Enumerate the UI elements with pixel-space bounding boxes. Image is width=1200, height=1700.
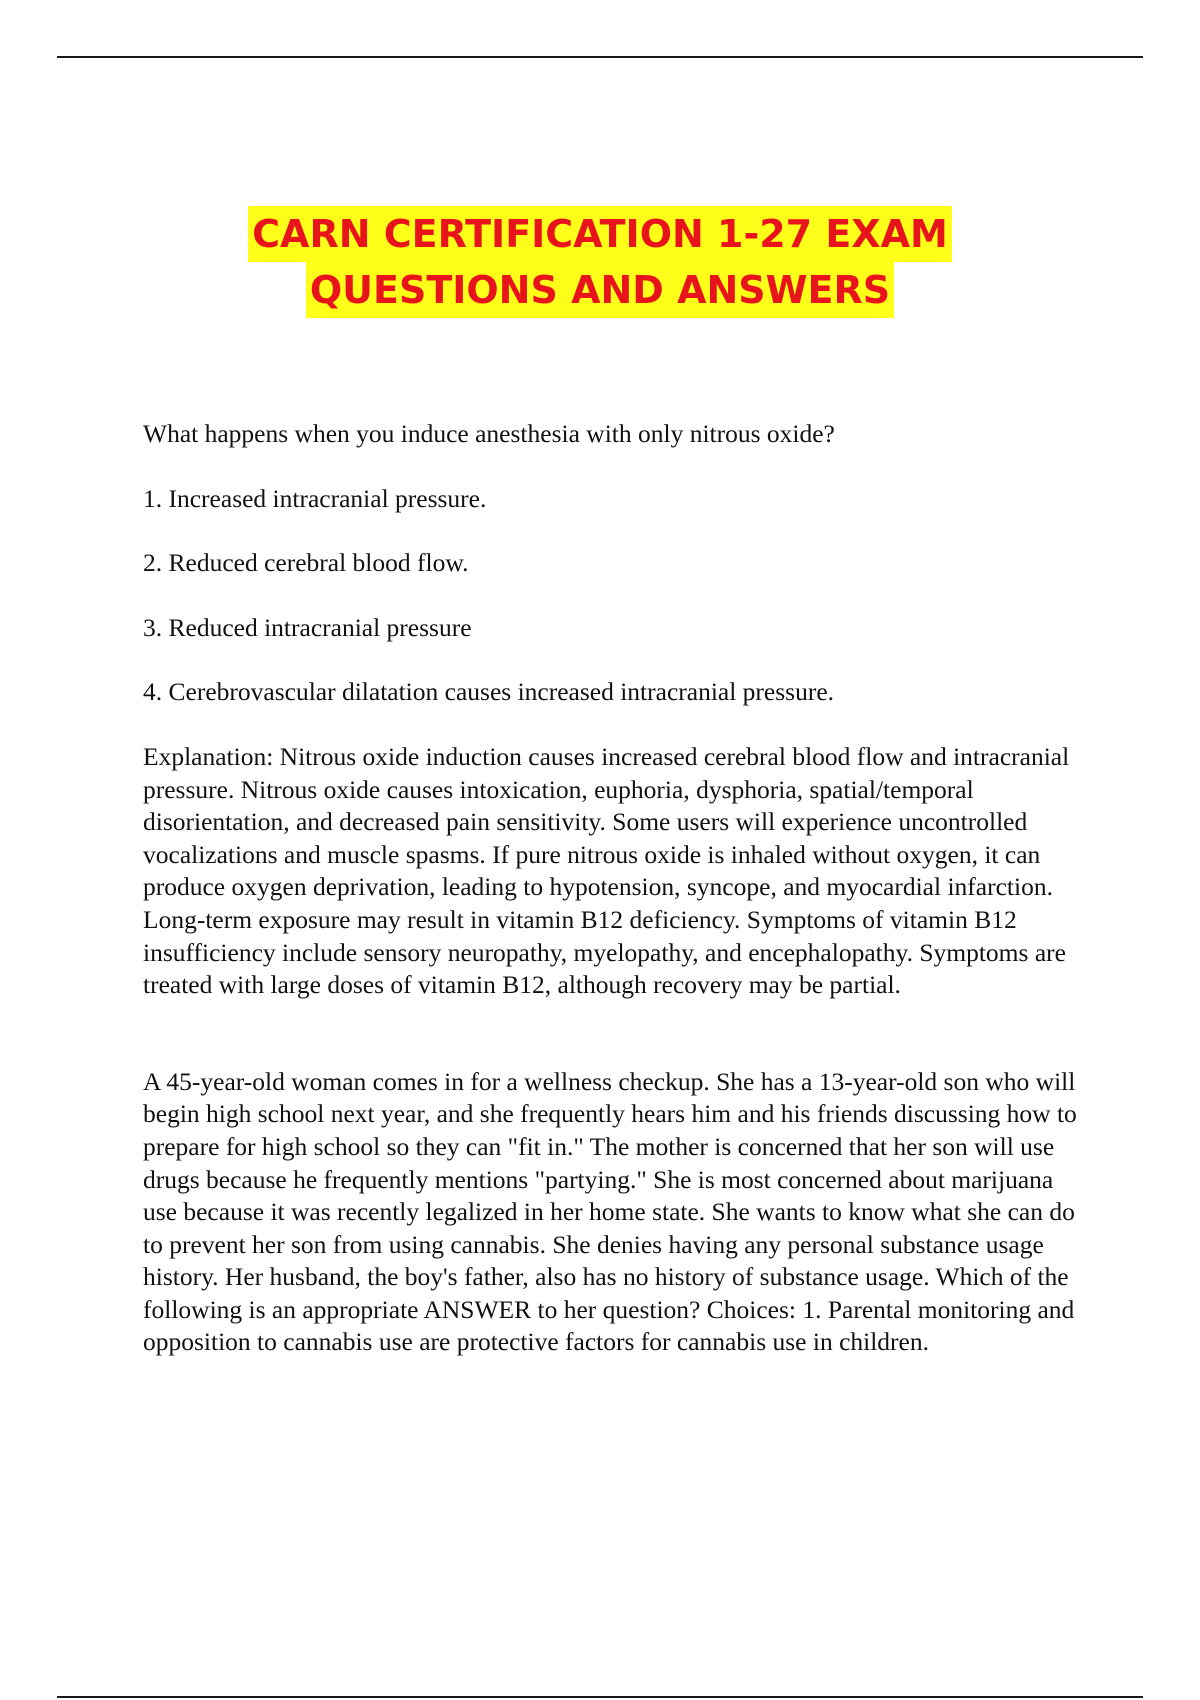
title-line-2: QUESTIONS AND ANSWERS xyxy=(306,262,894,318)
answer-option-1: 1. Increased intracranial pressure. xyxy=(143,483,487,513)
question-1-prompt: What happens when you induce anesthesia with only nitrous oxide? xyxy=(143,419,835,448)
top-rule xyxy=(57,56,1143,58)
title-line-1: CARN CERTIFICATION 1-27 EXAM xyxy=(248,206,952,262)
answer-option-2: 2. Reduced cerebral blood flow. xyxy=(143,548,469,578)
answer-option-4: 4. Cerebrovascular dilatation causes increased intracranial pressure. xyxy=(143,677,835,707)
bottom-rule xyxy=(57,1696,1143,1698)
document-body xyxy=(143,418,1093,1359)
question-2-text: A 45-year-old woman comes in for a wellness checkup. She has a 13-year-old son who will begin high school next year, and she frequently hears him and his friends discussing how to prepare for high school so they can "fit in." The mother is concerned that her son will use drugs because he frequently mentions "partying." She is most concerned about marijuana use because it was recently legalized in her home state. She wants to know what she can do to prevent her son from using cannabis. She denies having any personal substance usage history. Her husband, the boy's father, also has no history of substance usage. Which of the following is an appropriate ANSWER to her question? Choices: 1. Parental monitoring and opposition to cannabis use are protective factors for cannabis use in children. xyxy=(143,1066,1077,1357)
question-1-explanation: Explanation: Nitrous oxide induction causes increased cerebral blood flow and intracranial pressure. Nitrous oxide causes intoxication, euphoria, dysphoria, spatial/temporal disorientation, and decreased pain sensitivity. Some users will experience uncontrolled vocalizations and muscle spasms. If pure nitrous oxide is inhaled without oxygen, it can produce oxygen deprivation, leading to hypotension, syncope, and myocardial infarction. Long-term exposure may result in vitamin B12 deficiency. Symptoms of vitamin B12 insufficiency include sensory neuropathy, myelopathy, and encephalopathy. Symptoms are treated with large doses of vitamin B12, although recovery may be partial. xyxy=(143,741,1070,1000)
answer-option-3: 3. Reduced intracranial pressure xyxy=(143,612,472,642)
document-title xyxy=(0,206,1200,318)
